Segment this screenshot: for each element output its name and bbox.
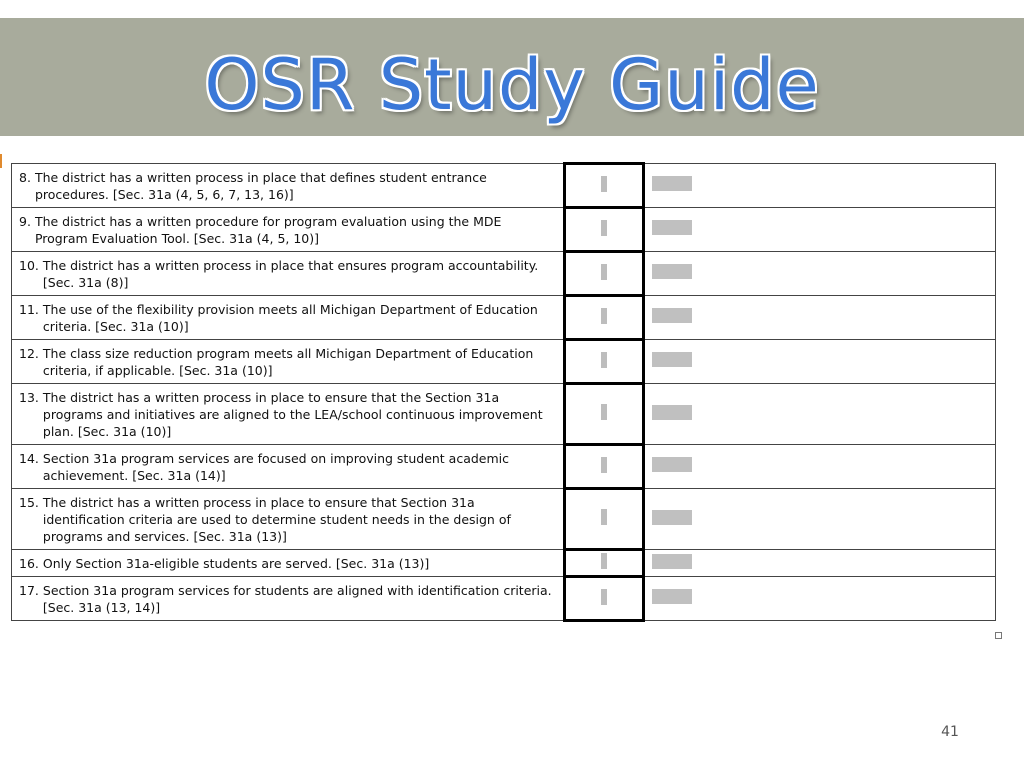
table-row <box>12 577 996 621</box>
item-text: Section 31a program services are focused on improving student academic achievement. [Sec. 31a (14)] <box>42 451 510 483</box>
response-cell[interactable] <box>644 208 996 252</box>
item-number: 16. <box>19 556 39 571</box>
item-cell <box>12 208 565 252</box>
check-placeholder <box>601 457 607 473</box>
item-text: The district has a written process in place that ensures program accountability. [Sec. 31a (8)] <box>42 258 539 290</box>
item-cell <box>12 164 565 208</box>
item-number: 9. <box>19 214 31 229</box>
check-cell[interactable] <box>565 445 644 489</box>
check-placeholder <box>601 220 607 236</box>
response-placeholder <box>652 554 692 569</box>
response-placeholder <box>652 405 692 420</box>
table-row <box>12 296 996 340</box>
resize-handle[interactable] <box>995 632 1002 639</box>
item-cell <box>12 296 565 340</box>
response-placeholder <box>652 220 692 235</box>
accent-mark <box>0 154 2 168</box>
response-cell[interactable] <box>644 164 996 208</box>
item-cell <box>12 252 565 296</box>
item-number: 15. <box>19 495 39 510</box>
response-placeholder <box>652 264 692 279</box>
response-cell[interactable] <box>644 252 996 296</box>
response-placeholder <box>652 589 692 604</box>
response-placeholder <box>652 510 692 525</box>
response-cell[interactable] <box>644 550 996 577</box>
table-row <box>12 445 996 489</box>
item-number: 13. <box>19 390 39 405</box>
item-number: 10. <box>19 258 39 273</box>
item-cell <box>12 384 565 445</box>
check-cell[interactable] <box>565 384 644 445</box>
item-text: The class size reduction program meets all Michigan Department of Education criteria, if applicable. [Sec. 31a (10)] <box>42 346 534 378</box>
table-row <box>12 489 996 550</box>
item-text: The district has a written process in place that defines student entrance procedures. [Sec. 31a (4, 5, 6, 7, 13, 16)] <box>34 170 487 202</box>
item-cell <box>12 577 565 621</box>
item-number: 14. <box>19 451 39 466</box>
check-cell[interactable] <box>565 489 644 550</box>
response-placeholder <box>652 352 692 367</box>
check-cell[interactable] <box>565 208 644 252</box>
item-cell <box>12 340 565 384</box>
response-placeholder <box>652 308 692 323</box>
check-placeholder <box>601 589 607 605</box>
item-text: The district has a written process in place to ensure that Section 31a identification criteria are used to determine student needs in the design of programs and services. [Sec. 31a (13)] <box>42 495 511 544</box>
check-cell[interactable] <box>565 550 644 577</box>
response-placeholder <box>652 457 692 472</box>
study-guide-table <box>11 162 996 622</box>
item-cell <box>12 550 565 577</box>
response-cell[interactable] <box>644 445 996 489</box>
check-cell[interactable] <box>565 577 644 621</box>
item-text: The use of the flexibility provision meets all Michigan Department of Education criteria. [Sec. 31a (10)] <box>42 302 538 334</box>
slide-title: OSR Study Guide <box>204 44 820 126</box>
item-text: The district has a written procedure for program evaluation using the MDE Program Evaluation Tool. [Sec. 31a (4, 5, 10)] <box>34 214 502 246</box>
item-number: 17. <box>19 583 39 598</box>
check-cell[interactable] <box>565 340 644 384</box>
response-placeholder <box>652 176 692 191</box>
item-text: Section 31a program services for students are aligned with identification criteria. [Sec. 31a (13, 14)] <box>42 583 552 615</box>
check-placeholder <box>601 404 607 420</box>
item-cell <box>12 445 565 489</box>
item-number: 8. <box>19 170 31 185</box>
check-cell[interactable] <box>565 252 644 296</box>
table-row <box>12 252 996 296</box>
table-row <box>12 550 996 577</box>
response-cell[interactable] <box>644 340 996 384</box>
check-placeholder <box>601 176 607 192</box>
check-cell[interactable] <box>565 296 644 340</box>
page-number: 41 <box>941 724 959 740</box>
check-placeholder <box>601 264 607 280</box>
check-placeholder <box>601 509 607 525</box>
check-placeholder <box>601 553 607 569</box>
response-cell[interactable] <box>644 384 996 445</box>
item-text: The district has a written process in place to ensure that the Section 31a programs and initiatives are aligned to the LEA/school continuous improvement plan. [Sec. 31a (10)] <box>42 390 543 439</box>
table-row <box>12 208 996 252</box>
table-row <box>12 164 996 208</box>
table-row <box>12 384 996 445</box>
response-cell[interactable] <box>644 489 996 550</box>
check-placeholder <box>601 308 607 324</box>
check-cell[interactable] <box>565 164 644 208</box>
response-cell[interactable] <box>644 577 996 621</box>
item-text: Only Section 31a-eligible students are served. [Sec. 31a (13)] <box>42 556 430 571</box>
response-cell[interactable] <box>644 296 996 340</box>
item-cell <box>12 489 565 550</box>
item-number: 12. <box>19 346 39 361</box>
check-placeholder <box>601 352 607 368</box>
table-row <box>12 340 996 384</box>
item-number: 11. <box>19 302 39 317</box>
